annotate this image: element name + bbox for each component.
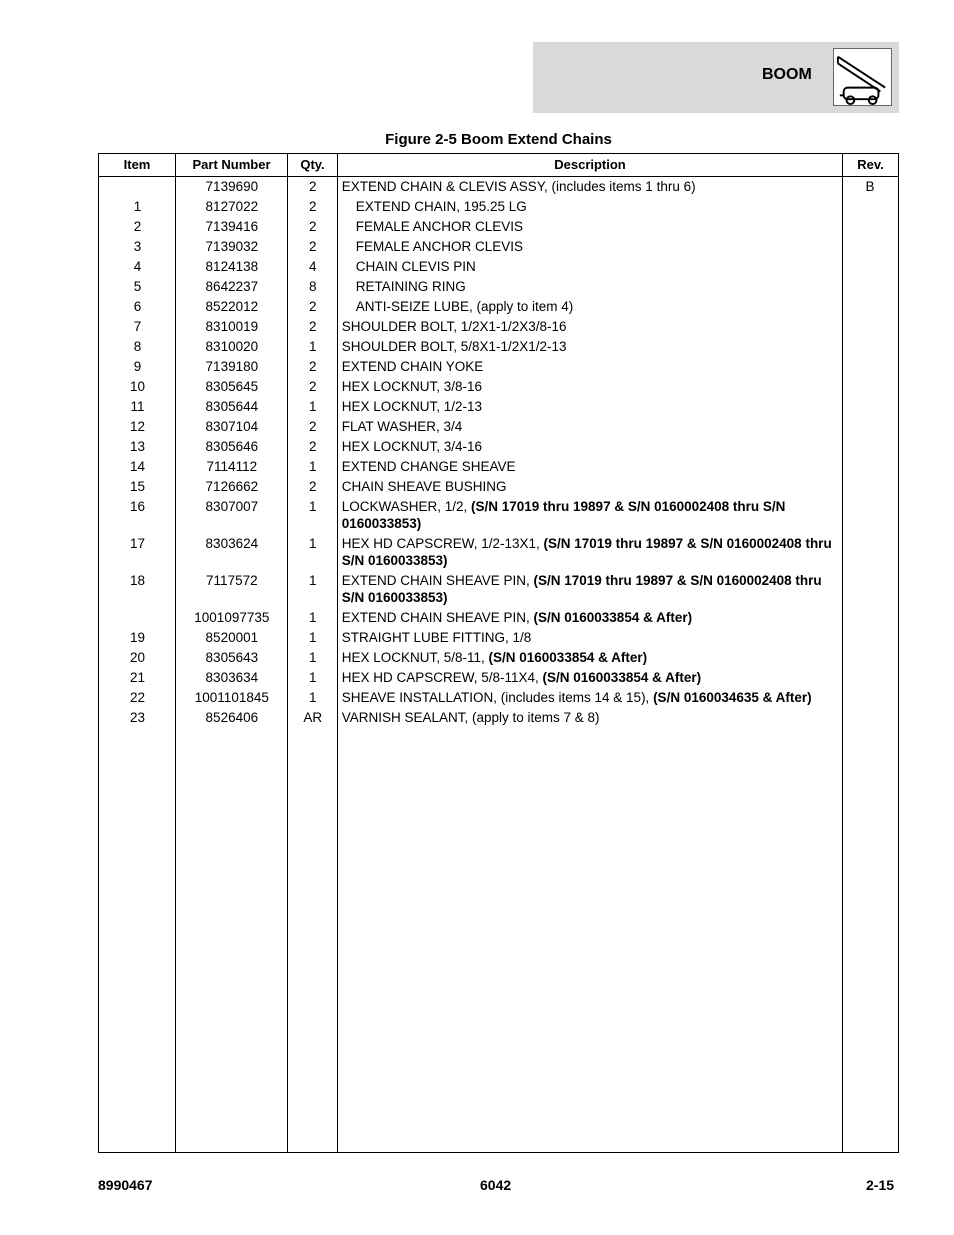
description-cell (338, 258, 842, 275)
column-header-description: Description (554, 157, 626, 172)
part-number-cell: 7114112 (206, 459, 258, 474)
qty-cell: 2 (308, 299, 317, 314)
footer-model-number: 6042 (480, 1177, 512, 1193)
rev-cell (842, 535, 898, 569)
description-text: FEMALE ANCHOR CLEVIS (355, 219, 523, 234)
table-row (99, 708, 898, 728)
part-number-cell: 8522012 (205, 299, 259, 314)
rev-cell (842, 318, 898, 335)
description-text: CHAIN CLEVIS PIN (355, 259, 476, 274)
description-text: EXTEND CHANGE SHEAVE (341, 459, 516, 474)
table-row (99, 297, 898, 317)
table-row (99, 534, 898, 571)
qty-cell: 2 (308, 179, 317, 194)
part-number-cell: 7139690 (205, 179, 259, 194)
item-cell: 3 (133, 239, 142, 254)
qty-cell: 1 (308, 630, 317, 645)
table-row (99, 417, 898, 437)
item-cell: 7 (133, 319, 142, 334)
qty-cell: 4 (308, 259, 317, 274)
qty-cell: AR (303, 710, 323, 725)
part-number-cell: 8310019 (205, 319, 259, 334)
part-number-cell: 7117572 (206, 573, 258, 588)
table-row (99, 197, 898, 217)
item-cell (99, 178, 176, 195)
qty-cell: 1 (308, 650, 317, 665)
item-cell: 12 (129, 419, 145, 434)
column-header-item: Item (123, 157, 151, 172)
qty-cell: 2 (308, 199, 317, 214)
description-cell (338, 318, 842, 335)
qty-cell: 1 (308, 459, 317, 474)
description-text: SHOULDER BOLT, 1/2X1-1/2X3/8-16 (341, 319, 567, 334)
rev-cell (842, 418, 898, 435)
table-row (99, 237, 898, 257)
description-text: EXTEND CHAIN SHEAVE PIN, (341, 610, 534, 625)
part-number-cell: 8520001 (205, 630, 259, 645)
description-text: HEX LOCKNUT, 5/8-11, (341, 650, 489, 665)
table-row (99, 357, 898, 377)
item-cell: 18 (129, 573, 145, 588)
item-cell: 10 (129, 379, 145, 394)
description-cell (338, 298, 842, 315)
part-number-cell: 8303624 (205, 536, 259, 551)
description-cell (338, 649, 842, 666)
part-number-cell: 8303634 (205, 670, 259, 685)
rev-cell (842, 398, 898, 415)
part-number-cell: 8305645 (205, 379, 259, 394)
description-text: FEMALE ANCHOR CLEVIS (355, 239, 523, 254)
description-text: STRAIGHT LUBE FITTING, 1/8 (341, 630, 532, 645)
table-row (99, 628, 898, 648)
description-cell (338, 338, 842, 355)
table-row (99, 277, 898, 297)
table-row (99, 608, 898, 628)
description-text: ANTI-SEIZE LUBE, (apply to item 4) (355, 299, 574, 314)
part-number-cell: 8305644 (205, 399, 259, 414)
rev-cell (842, 258, 898, 275)
serial-range-text: (S/N 17019 thru 19897 & S/N 0160002408 thru S/N 0160033853) (341, 536, 832, 568)
rev-cell (842, 572, 898, 606)
description-text: LOCKWASHER, 1/2, (341, 499, 471, 514)
part-number-cell: 8307104 (205, 419, 259, 434)
part-number-cell: 8127022 (205, 199, 259, 214)
item-cell: 21 (129, 670, 145, 685)
description-cell (338, 498, 842, 532)
description-text: FLAT WASHER, 3/4 (341, 419, 463, 434)
description-cell (338, 458, 842, 475)
qty-cell: 2 (308, 379, 317, 394)
item-cell: 2 (133, 219, 142, 234)
description-cell (338, 378, 842, 395)
table-row (99, 477, 898, 497)
description-cell (338, 218, 842, 235)
description-cell (338, 398, 842, 415)
table-row (99, 457, 898, 477)
serial-range-text: (S/N 0160033854 & After) (533, 610, 693, 625)
description-text: EXTEND CHAIN YOKE (341, 359, 484, 374)
qty-cell: 1 (308, 499, 317, 514)
rev-cell (842, 689, 898, 706)
serial-range-text: (S/N 17019 thru 19897 & S/N 0160002408 thru S/N 0160033853) (341, 499, 786, 531)
item-cell: 4 (133, 259, 142, 274)
table-row (99, 217, 898, 237)
rev-cell (842, 438, 898, 455)
qty-cell: 1 (308, 690, 317, 705)
rev-cell (842, 609, 898, 626)
serial-range-text: (S/N 0160034635 & After) (653, 690, 812, 705)
table-row (99, 397, 898, 417)
part-number-cell: 7139180 (205, 359, 259, 374)
table-row (99, 317, 898, 337)
rev-cell (842, 649, 898, 666)
qty-cell: 1 (308, 573, 317, 588)
rev-cell (842, 218, 898, 235)
part-number-cell: 8310020 (205, 339, 259, 354)
description-text: HEX HD CAPSCREW, 5/8-11X4, (341, 670, 543, 685)
item-cell: 17 (129, 536, 145, 551)
item-cell: 9 (133, 359, 142, 374)
rev-cell (842, 378, 898, 395)
qty-cell: 2 (308, 439, 317, 454)
part-number-cell: 8305646 (205, 439, 259, 454)
description-text: EXTEND CHAIN & CLEVIS ASSY, (includes items 1 thru 6) (341, 179, 696, 194)
serial-range-text: (S/N 0160033854 & After) (488, 650, 648, 665)
qty-cell: 1 (308, 670, 317, 685)
serial-range-text: (S/N 17019 thru 19897 & S/N 0160002408 thru S/N 0160033853) (341, 573, 822, 605)
description-text: HEX HD CAPSCREW, 1/2-13X1, (341, 536, 544, 551)
description-cell (338, 609, 842, 626)
column-header-qty: Qty. (300, 157, 325, 172)
description-text: SHEAVE INSTALLATION, (includes items 14 & 15), (341, 690, 654, 705)
item-cell: 8 (133, 339, 142, 354)
rev-cell (842, 198, 898, 215)
qty-cell: 2 (308, 479, 317, 494)
table-row (99, 497, 898, 534)
description-cell (338, 238, 842, 255)
qty-cell: 8 (308, 279, 317, 294)
table-body (99, 177, 898, 728)
description-text: HEX LOCKNUT, 3/4-16 (341, 439, 483, 454)
description-cell (338, 278, 842, 295)
rev-cell (842, 669, 898, 686)
table-row (99, 688, 898, 708)
item-cell: 1 (133, 199, 142, 214)
rev-cell (842, 458, 898, 475)
description-cell (338, 198, 842, 215)
rev-cell (842, 298, 898, 315)
table-row (99, 177, 898, 197)
qty-cell: 1 (308, 536, 317, 551)
description-text: RETAINING RING (355, 279, 466, 294)
description-text: SHOULDER BOLT, 5/8X1-1/2X1/2-13 (341, 339, 567, 354)
item-cell: 6 (133, 299, 142, 314)
table-row (99, 668, 898, 688)
item-cell: 15 (129, 479, 145, 494)
qty-cell: 2 (308, 419, 317, 434)
description-cell (338, 438, 842, 455)
description-cell (338, 358, 842, 375)
rev-cell (842, 629, 898, 646)
description-text: CHAIN SHEAVE BUSHING (341, 479, 507, 494)
column-header-rev: Rev. (857, 157, 884, 172)
description-cell (338, 689, 842, 706)
rev-cell (842, 709, 898, 726)
item-cell: 20 (129, 650, 145, 665)
rev-cell (842, 278, 898, 295)
item-cell: 13 (129, 439, 145, 454)
description-text: HEX LOCKNUT, 1/2-13 (341, 399, 483, 414)
rev-cell (842, 338, 898, 355)
item-cell: 23 (129, 710, 145, 725)
part-number-cell: 8526406 (205, 710, 259, 725)
item-cell: 14 (129, 459, 145, 474)
footer-page-number: 2-15 (866, 1177, 895, 1193)
item-cell: 22 (129, 690, 145, 705)
table-row (99, 377, 898, 397)
parts-table (98, 153, 899, 1153)
description-text: EXTEND CHAIN, 195.25 LG (355, 199, 527, 214)
description-cell (338, 629, 842, 646)
footer-document-number: 8990467 (98, 1177, 153, 1193)
qty-cell: 1 (308, 339, 317, 354)
item-cell (99, 609, 176, 626)
description-cell (338, 669, 842, 686)
description-cell (338, 535, 842, 569)
part-number-cell: 8307007 (205, 499, 259, 514)
part-number-cell: 7139032 (205, 239, 259, 254)
table-row (99, 437, 898, 457)
part-number-cell: 1001097735 (194, 610, 270, 625)
serial-range-text: (S/N 0160033854 & After) (542, 670, 702, 685)
qty-cell: 2 (308, 359, 317, 374)
description-cell (338, 478, 842, 495)
description-cell (338, 709, 842, 726)
qty-cell: 1 (308, 399, 317, 414)
rev-cell (842, 358, 898, 375)
section-title: BOOM (762, 66, 812, 83)
qty-cell: 2 (308, 239, 317, 254)
description-text: HEX LOCKNUT, 3/8-16 (341, 379, 483, 394)
part-number-cell: 1001101845 (194, 690, 269, 705)
qty-cell: 2 (308, 219, 317, 234)
qty-cell: 2 (308, 319, 317, 334)
telehandler-boom-icon (833, 48, 892, 106)
rev-cell (842, 238, 898, 255)
description-text: EXTEND CHAIN SHEAVE PIN, (341, 573, 534, 588)
item-cell: 16 (129, 499, 145, 514)
table-row (99, 571, 898, 608)
rev-cell (842, 478, 898, 495)
part-number-cell: 7139416 (205, 219, 259, 234)
part-number-cell: 8124138 (205, 259, 259, 274)
table-row (99, 337, 898, 357)
item-cell: 5 (133, 279, 142, 294)
part-number-cell: 7126662 (205, 479, 259, 494)
figure-title: Figure 2-5 Boom Extend Chains (385, 131, 612, 148)
rev-cell (842, 498, 898, 532)
description-cell (338, 418, 842, 435)
item-cell: 11 (130, 399, 145, 414)
rev-cell: B (865, 179, 875, 194)
qty-cell: 1 (308, 610, 317, 625)
description-cell (338, 178, 842, 195)
column-header-part-number: Part Number (192, 157, 271, 172)
description-text: VARNISH SEALANT, (apply to items 7 & 8) (341, 710, 600, 725)
table-row (99, 257, 898, 277)
description-cell (338, 572, 842, 606)
part-number-cell: 8305643 (205, 650, 259, 665)
table-row (99, 648, 898, 668)
item-cell: 19 (129, 630, 145, 645)
part-number-cell: 8642237 (205, 279, 259, 294)
